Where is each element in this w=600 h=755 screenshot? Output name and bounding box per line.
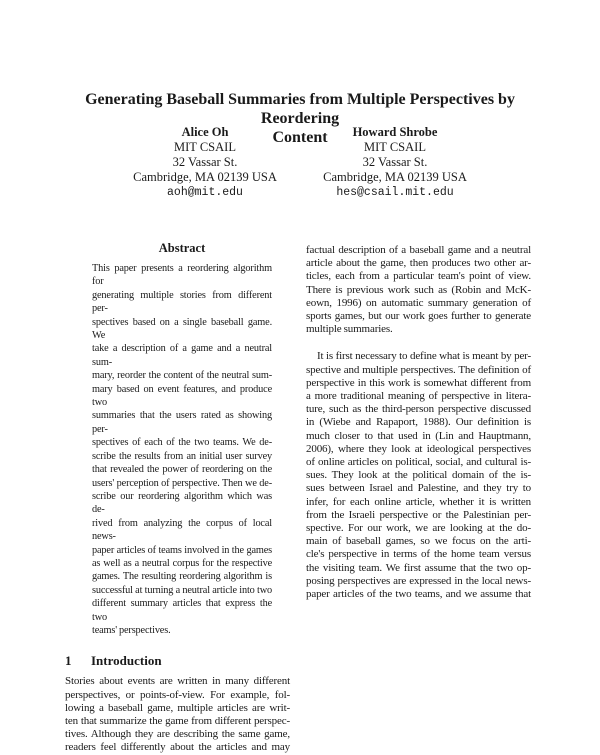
text-line: of online articles on political, social, and cultural is- bbox=[306, 456, 531, 469]
text-line: the visiting team. We first assume that the two op- bbox=[306, 561, 531, 574]
text-line: sports games, but our work goes further to generate bbox=[306, 310, 531, 323]
paragraph bbox=[306, 350, 531, 601]
text-line: multiple summaries. bbox=[306, 323, 393, 336]
text-line: 2006), where they look at ideological perspectives bbox=[306, 442, 531, 455]
text-line: ture, such as the third-person perspective discussed bbox=[306, 403, 531, 416]
text-line: lowing a baseball game, multiple articles are writ- bbox=[65, 701, 290, 714]
text-line: scribe our reordering algorithm which was de- bbox=[92, 490, 272, 516]
text-line: ticles, each from a particular team's point of view. bbox=[306, 270, 531, 283]
text-line: spective and multiple perspectives. The definition of bbox=[306, 363, 531, 376]
text-line: This paper presents a reordering algorithm for bbox=[92, 263, 272, 288]
section-heading bbox=[65, 653, 290, 669]
text-line: spectives of each of the two teams. We de- bbox=[92, 437, 272, 449]
text-line: paper articles of teams involved in the games bbox=[92, 544, 272, 556]
text-line: successful at turning a neutral article into two bbox=[92, 584, 272, 596]
section-number: 1 bbox=[65, 653, 72, 669]
text-line: much closer to that used in (Lin and Hauptmann, bbox=[306, 429, 531, 442]
text-line: a more traditional meaning of perspective in litera- bbox=[306, 390, 531, 403]
author-street: 32 Vassar St. bbox=[362, 155, 428, 169]
author-affiliation: MIT CSAIL bbox=[364, 140, 426, 154]
introduction-body bbox=[65, 675, 290, 754]
text-line: sues between Israel and Palestine, and they try to bbox=[306, 482, 531, 495]
text-line: mary, reorder the content of the neutral sum- bbox=[92, 370, 272, 382]
text-line: rived from analyzing the corpus of local news- bbox=[92, 517, 272, 543]
text-line: There is previous work such as (Robin and McK- bbox=[306, 283, 531, 296]
text-line: different summary articles that express the two bbox=[92, 598, 272, 623]
title-line: Generating Baseball Summaries from Multiple Perspectives by Reordering bbox=[85, 91, 515, 127]
text-line: as well as a neutral corpus for the respective bbox=[92, 557, 272, 569]
abstract-body bbox=[92, 262, 272, 637]
text-line: main of baseball games, so we focus on the arti- bbox=[306, 535, 531, 548]
text-line: article about the game, then produces two other ar- bbox=[306, 257, 531, 270]
text-line: users' perception of perspective. Then we de- bbox=[92, 477, 272, 489]
text-line: factual description of a baseball game and a neutral bbox=[306, 244, 531, 256]
author-city: Cambridge, MA 02139 USA bbox=[133, 170, 277, 184]
text-line: readers feel differently about the articles and may bbox=[65, 741, 290, 754]
right-column bbox=[306, 244, 531, 601]
text-line: eown, 1996) on automatic summary generation of bbox=[306, 296, 531, 309]
author-city: Cambridge, MA 02139 USA bbox=[323, 170, 467, 184]
text-line: perspectives, or points-of-view. For example, fol- bbox=[65, 688, 290, 701]
text-line: in (Wiebe and Rapaport, 1988). Our definition is bbox=[306, 416, 531, 429]
text-line: tives. Although they are describing the same game, bbox=[65, 728, 290, 741]
text-line: summaries that the users rated as showing per- bbox=[92, 410, 272, 435]
text-line: take a description of a game and a neutral sum- bbox=[92, 343, 272, 368]
text-line: perspective in this work is somewhat different from bbox=[306, 376, 531, 389]
text-line: scribe the results from an initial user survey bbox=[92, 450, 272, 462]
text-line: paper articles of the two teams, and we assume that bbox=[306, 588, 531, 601]
title-line: Content bbox=[272, 129, 328, 146]
text-line: cle's perspective in terms of the home team versus bbox=[306, 548, 531, 561]
author-email: hes@csail.mit.edu bbox=[336, 186, 454, 199]
paragraph bbox=[306, 244, 531, 336]
section-title: Introduction bbox=[91, 653, 162, 669]
text-line: generating multiple stories from different per- bbox=[92, 289, 272, 315]
author-affiliation: MIT CSAIL bbox=[174, 140, 236, 154]
text-line: It is first necessary to define what is meant by per- bbox=[317, 350, 531, 363]
text-line: Stories about events are written in many different bbox=[65, 675, 290, 688]
author-street: 32 Vassar St. bbox=[172, 155, 238, 169]
text-line: posing perspectives are expressed in the local news- bbox=[306, 574, 531, 587]
author-name: Howard Shrobe bbox=[352, 125, 438, 139]
author-block bbox=[295, 125, 495, 200]
text-line: games. The resulting reordering algorithm is bbox=[92, 571, 272, 583]
left-column bbox=[65, 240, 290, 755]
text-line: infer, for each online article, whether it is written bbox=[306, 495, 531, 508]
text-line: that revealed the power of reordering on the bbox=[92, 464, 272, 476]
author-block bbox=[105, 125, 305, 200]
text-line: sues. They look at the political domain of the is- bbox=[306, 469, 531, 482]
author-email: aoh@mit.edu bbox=[167, 186, 243, 199]
text-line: mary based on event features, and produce two bbox=[92, 383, 272, 409]
text-line: ten that summarize the game from different perspec- bbox=[65, 714, 290, 727]
text-line: spective. For our work, we are looking at the do- bbox=[306, 522, 531, 535]
abstract-heading: Abstract bbox=[158, 241, 206, 255]
text-line: from the Israeli perspective or the Palestinian per- bbox=[306, 508, 531, 521]
author-name: Alice Oh bbox=[181, 125, 229, 139]
text-line: teams' perspectives. bbox=[92, 624, 171, 636]
text-line: spectives based on a single baseball game. We bbox=[92, 316, 272, 342]
